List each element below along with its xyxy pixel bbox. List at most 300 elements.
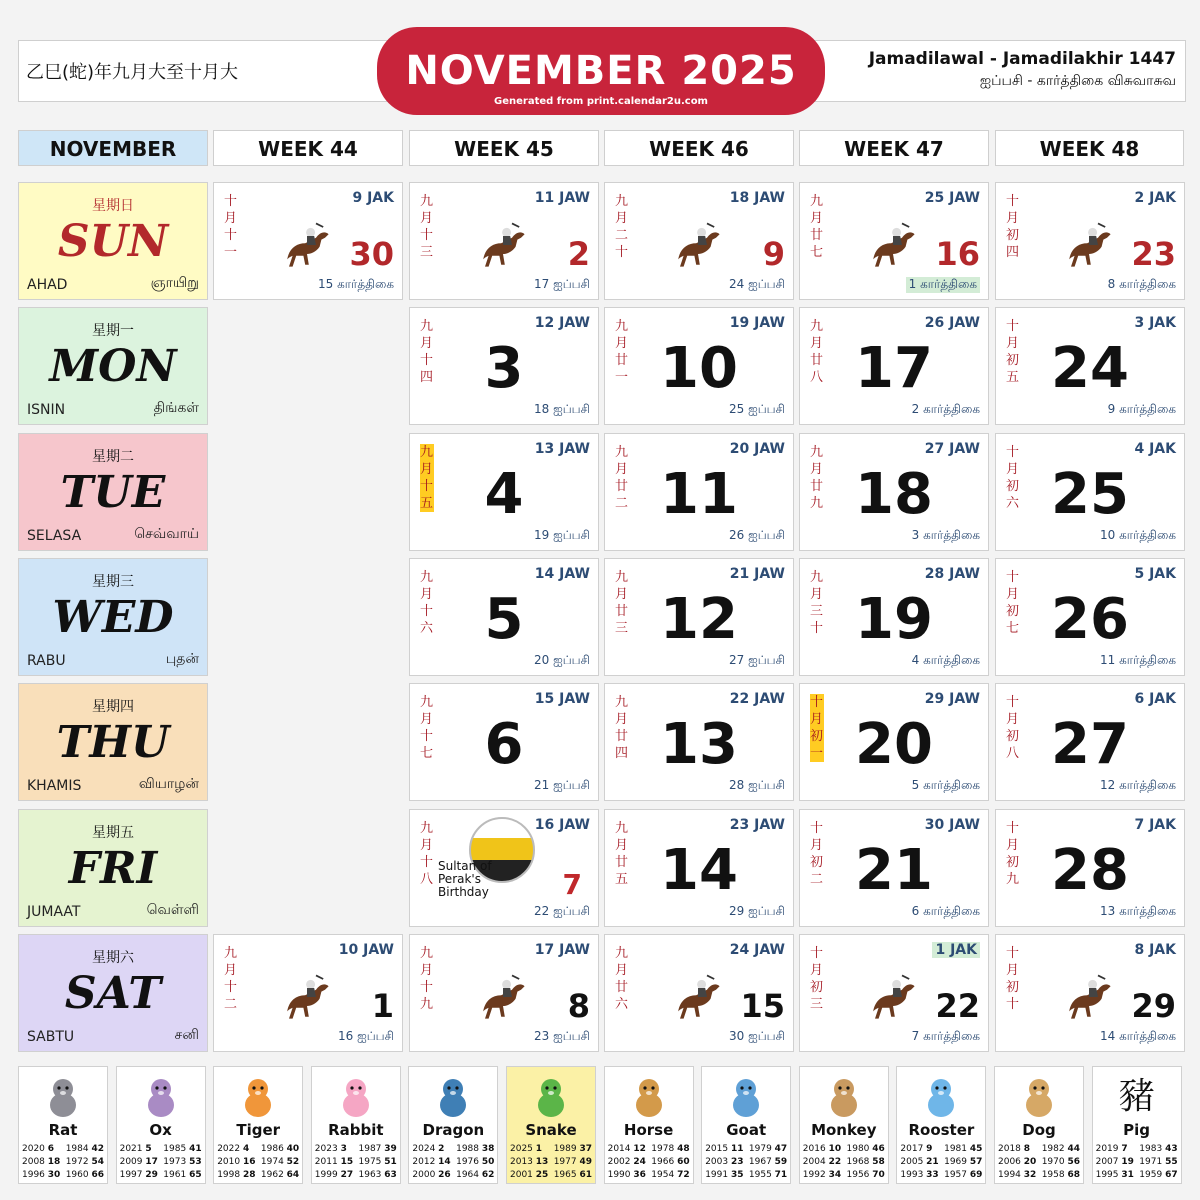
zodiac-year-pair: 1973 53: [163, 1157, 202, 1167]
zodiac-year-pair: 1991 35: [705, 1170, 744, 1180]
day-label-sun: [18, 182, 208, 300]
islamic-date: 17 JAW: [534, 941, 590, 958]
zodiac-year-pair: 1970 56: [1041, 1157, 1080, 1167]
date-cell-2[interactable]: [409, 182, 599, 300]
islamic-date: 18 JAW: [729, 190, 785, 206]
zodiac-year-pair: 2011 15: [314, 1157, 354, 1167]
month-title: NOVEMBER 2025: [405, 48, 797, 94]
date-number: 1: [371, 986, 394, 1025]
tamil-date: 2 கார்த்திகை: [911, 402, 980, 417]
date-cell-22[interactable]: [799, 934, 989, 1052]
zodiac-year-row: [1096, 1169, 1178, 1182]
lunar-date: 九月二十: [615, 194, 629, 260]
date-cell-18[interactable]: [799, 433, 989, 551]
islamic-date: 25 JAW: [924, 190, 980, 206]
islamic-date: 24 JAW: [729, 941, 785, 958]
tamil-date: 29 ஐப்பசி: [729, 903, 785, 918]
zodiac-year-pair: 1976 50: [456, 1157, 495, 1167]
zodiac-year-pair: 1998 28: [217, 1170, 256, 1180]
zodiac-year-pair: 1960 66: [65, 1170, 104, 1180]
zodiac-year-pair: 2009 17: [119, 1157, 158, 1167]
goat-icon: [726, 1073, 766, 1121]
zodiac-monkey: [799, 1066, 889, 1184]
dog-icon: [1019, 1073, 1059, 1121]
zodiac-snake: [506, 1066, 596, 1184]
islamic-date: 22 JAW: [729, 691, 785, 708]
zodiac-year-row: [315, 1169, 397, 1182]
lunar-date: 九月十九: [420, 945, 434, 1012]
tamil-date: 1 கார்த்திகை: [906, 277, 980, 293]
date-cell-19[interactable]: [799, 558, 989, 676]
zodiac-name: Horse: [623, 1121, 674, 1139]
zodiac-year-row: [1096, 1143, 1178, 1156]
week-header-48: WEEK 48: [995, 130, 1184, 166]
tamil-date: 11 கார்த்திகை: [1100, 652, 1176, 667]
islamic-date: 12 JAW: [534, 315, 590, 332]
zodiac-year-pair: 1993 33: [900, 1170, 939, 1180]
date-cell-11[interactable]: [604, 433, 794, 551]
zodiac-year-pair: 1971 55: [1139, 1157, 1178, 1167]
tamil-date: 17 ஐப்பசி: [534, 277, 590, 291]
date-cell-23[interactable]: [995, 182, 1185, 300]
dragon-icon: [433, 1073, 473, 1121]
zodiac-year-pair: 1972 54: [65, 1157, 104, 1167]
zodiac-year-pair: 1974 52: [260, 1157, 300, 1167]
day-label-sat: [18, 934, 208, 1052]
zodiac-years: [705, 1143, 787, 1182]
zodiac-years: [900, 1143, 982, 1182]
day-chinese-name: 星期三: [92, 573, 134, 590]
zodiac-name: Dog: [1022, 1121, 1056, 1139]
islamic-date: 14 JAW: [534, 565, 590, 582]
zodiac-year-pair: 2023 3: [314, 1144, 347, 1154]
lunar-date: 九月十四: [420, 319, 434, 386]
zodiac-year-pair: 2016 10: [802, 1144, 842, 1154]
zodiac-year-pair: 2006 20: [998, 1157, 1037, 1167]
lunar-date: 九月廿二: [615, 444, 629, 511]
day-tamil-name: திங்கள்: [153, 400, 199, 417]
zodiac-year-pair: 1964 62: [456, 1170, 495, 1180]
zodiac-year-pair: 1961 65: [163, 1170, 202, 1180]
date-number: 25: [1051, 461, 1129, 527]
zodiac-year-pair: 1957 69: [944, 1170, 983, 1180]
day-english-name: SUN: [57, 216, 169, 267]
date-number: 16: [935, 235, 980, 273]
day-tamil-name: வெள்ளி: [146, 901, 199, 918]
lunar-date: 九月廿四: [615, 695, 629, 762]
zodiac-year-row: [608, 1156, 690, 1169]
date-cell-13[interactable]: [604, 683, 794, 801]
date-cell-7[interactable]: [409, 809, 599, 927]
zodiac-name: Rabbit: [328, 1121, 384, 1139]
islamic-date: 1 JAK: [932, 942, 980, 958]
date-cell-15[interactable]: [604, 934, 794, 1052]
zodiac-year-row: [217, 1169, 299, 1182]
rabbit-icon: [336, 1073, 376, 1121]
lunar-date: 十月初五: [1006, 319, 1020, 386]
date-number: 14: [660, 837, 738, 903]
date-number: 6: [484, 712, 524, 778]
zodiac-year-pair: 1969 57: [944, 1157, 983, 1167]
tamil-date: 25 ஐப்பசி: [729, 402, 785, 417]
pig-icon: 豬: [1118, 1076, 1155, 1117]
islamic-date: 8 JAK: [1134, 941, 1176, 958]
tamil-date: 3 கார்த்திகை: [911, 527, 980, 542]
tamil-date: 24 ஐப்பசி: [729, 277, 785, 291]
tamil-date: 21 ஐப்பசி: [534, 778, 590, 793]
zodiac-year-pair: 1988 38: [456, 1144, 495, 1154]
day-chinese-name: 星期一: [92, 323, 134, 340]
day-english-name: FRI: [68, 842, 158, 894]
zodiac-year-pair: 1987 39: [358, 1144, 397, 1154]
zodiac-year-row: [510, 1156, 592, 1169]
zodiac-dog: [994, 1066, 1084, 1184]
day-english-name: SAT: [64, 967, 162, 1019]
tamil-date: 4 கார்த்திகை: [911, 652, 980, 667]
date-cell-24[interactable]: [995, 307, 1185, 425]
lunar-date: 九月廿六: [615, 945, 629, 1012]
date-number: 26: [1051, 586, 1129, 652]
zodiac-year-row: [705, 1143, 787, 1156]
date-number: 5: [484, 586, 524, 652]
islamic-date: 29 JAW: [924, 691, 980, 708]
chinese-year-label: 乙巳(蛇)年九月大至十月大: [26, 62, 239, 83]
date-number: 13: [660, 712, 738, 778]
day-label-tue: [18, 433, 208, 551]
zodiac-year-pair: 2019 7: [1095, 1144, 1128, 1154]
day-chinese-name: 星期六: [92, 949, 134, 966]
day-label-mon: [18, 307, 208, 425]
zodiac-name: Tiger: [236, 1121, 281, 1139]
islamic-date: 28 JAW: [924, 565, 980, 582]
date-cell-9[interactable]: [604, 182, 794, 300]
zodiac-year-row: [217, 1143, 299, 1156]
zodiac-year-pair: 1982 44: [1041, 1144, 1080, 1154]
zodiac-year-pair: 1978 48: [651, 1144, 690, 1154]
zodiac-year-row: [120, 1156, 202, 1169]
date-number: 20: [855, 712, 933, 778]
zodiac-name: Snake: [525, 1121, 577, 1139]
lunar-date: 十月初三: [810, 945, 824, 1012]
horse-racing-icon: [671, 971, 725, 1023]
day-chinese-name: 星期二: [92, 448, 134, 465]
lunar-date: 九月廿五: [615, 820, 629, 887]
lunar-date: 九月廿一: [615, 319, 629, 386]
tamil-date: 15 கார்த்திகை: [318, 277, 394, 291]
date-cell-4[interactable]: [409, 433, 599, 551]
tamil-date: 8 கார்த்திகை: [1107, 277, 1176, 291]
tamil-date: 10 கார்த்திகை: [1100, 527, 1176, 542]
zodiac-years: [22, 1143, 104, 1182]
date-cell-16[interactable]: [799, 182, 989, 300]
zodiac-year-pair: 1977 49: [553, 1157, 592, 1167]
zodiac-year-row: [803, 1169, 885, 1182]
lunar-date: 九月廿八: [810, 319, 824, 386]
zodiac-year-pair: 1975 51: [358, 1157, 397, 1167]
day-malay-name: KHAMIS: [27, 778, 82, 795]
month-title-banner: [377, 27, 825, 115]
date-number: 28: [1051, 837, 1129, 903]
date-cell-10[interactable]: [604, 307, 794, 425]
tamil-date: 19 ஐப்பசி: [534, 527, 590, 542]
date-number: 22: [935, 986, 980, 1025]
date-number: 23: [1131, 235, 1176, 273]
zodiac-year-row: [998, 1156, 1080, 1169]
zodiac-year-row: [900, 1143, 982, 1156]
zodiac-years: [510, 1143, 592, 1182]
zodiac-year-row: [315, 1156, 397, 1169]
day-english-name: MON: [49, 341, 177, 393]
horse-icon: [629, 1073, 669, 1121]
islamic-date: 6 JAK: [1134, 691, 1176, 708]
date-number: 3: [484, 336, 524, 402]
zodiac-year-row: [22, 1169, 104, 1182]
zodiac-years: [803, 1143, 885, 1182]
date-cell-28[interactable]: [995, 809, 1185, 927]
zodiac-rabbit: [311, 1066, 401, 1184]
day-tamil-name: புதன்: [165, 650, 199, 667]
zodiac-year-row: [608, 1143, 690, 1156]
horse-racing-icon: [1062, 219, 1116, 271]
zodiac-year-pair: 1997 29: [119, 1170, 158, 1180]
zodiac-year-pair: 1983 43: [1139, 1144, 1178, 1154]
day-malay-name: SELASA: [27, 527, 82, 544]
zodiac-years: [217, 1143, 299, 1182]
zodiac-name: Dragon: [422, 1121, 485, 1139]
zodiac-year-pair: 1955 71: [748, 1170, 788, 1180]
horse-racing-icon: [476, 971, 530, 1023]
zodiac-year-pair: 2022 4: [217, 1144, 250, 1154]
lunar-date: 十月十一: [224, 194, 238, 260]
zodiac-year-row: [1096, 1156, 1178, 1169]
zodiac-year-pair: 1985 41: [163, 1144, 202, 1154]
tamil-date: 12 கார்த்திகை: [1100, 778, 1176, 793]
zodiac-name: Rat: [48, 1121, 78, 1139]
date-number: 30: [349, 235, 394, 273]
zodiac-year-pair: 2025 1: [510, 1144, 543, 1154]
islamic-date: 21 JAW: [729, 565, 785, 582]
islamic-date: 10 JAW: [338, 941, 394, 958]
zodiac-year-pair: 2017 9: [900, 1144, 933, 1154]
date-cell-6[interactable]: [409, 683, 599, 801]
date-cell-29[interactable]: [995, 934, 1185, 1052]
lunar-date: 九月廿三: [615, 569, 629, 636]
islamic-date: 9 JAK: [352, 190, 394, 206]
zodiac-year-pair: 1966 60: [651, 1157, 690, 1167]
tamil-date: 22 ஐப்பசி: [534, 903, 590, 918]
zodiac-years: [412, 1143, 494, 1182]
islamic-date: 5 JAK: [1134, 565, 1176, 582]
lunar-date: 十月初四: [1006, 194, 1020, 260]
month-label-header: NOVEMBER: [18, 130, 208, 166]
zodiac-year-pair: 1980 46: [846, 1144, 885, 1154]
zodiac-year-pair: 2002 24: [607, 1157, 646, 1167]
lunar-date: 九月十五: [420, 444, 434, 511]
date-cell-17[interactable]: [799, 307, 989, 425]
generator-credit: Generated from print.calendar2u.com: [494, 96, 708, 107]
horse-racing-icon: [671, 219, 725, 271]
date-number: 10: [660, 336, 738, 402]
islamic-date: 3 JAK: [1134, 315, 1176, 332]
zodiac-year-pair: 2000 26: [412, 1170, 451, 1180]
zodiac-rooster: [896, 1066, 986, 1184]
lunar-date: 十月初九: [1006, 820, 1020, 887]
day-english-name: THU: [56, 717, 170, 769]
zodiac-year-pair: 1990 36: [607, 1170, 646, 1180]
zodiac-year-row: [705, 1156, 787, 1169]
zodiac-year-pair: 2008 18: [22, 1157, 61, 1167]
lunar-date: 十月初一: [810, 695, 824, 762]
zodiac-year-pair: 1958 68: [1041, 1170, 1080, 1180]
day-tamil-name: சனி: [174, 1026, 199, 1043]
date-cell-1[interactable]: [213, 934, 403, 1052]
date-cell-8[interactable]: [409, 934, 599, 1052]
islamic-date: 19 JAW: [729, 315, 785, 332]
zodiac-year-row: [998, 1143, 1080, 1156]
tamil-date: 20 ஐப்பசி: [534, 652, 590, 667]
day-chinese-name: 星期日: [92, 198, 134, 214]
date-cell-27[interactable]: [995, 683, 1185, 801]
zodiac-year-pair: 1986 40: [260, 1144, 300, 1154]
horse-racing-icon: [280, 971, 334, 1023]
date-cell-20[interactable]: [799, 683, 989, 801]
zodiac-year-row: [22, 1156, 104, 1169]
zodiac-year-pair: 1999 27: [314, 1170, 354, 1180]
zodiac-year-row: [22, 1143, 104, 1156]
zodiac-year-pair: 1959 67: [1139, 1170, 1178, 1180]
horse-racing-icon: [866, 971, 920, 1023]
islamic-date: 4 JAK: [1134, 440, 1176, 457]
zodiac-years: [608, 1143, 690, 1182]
islamic-date: 7 JAK: [1134, 816, 1176, 833]
zodiac-year-row: [608, 1169, 690, 1182]
zodiac-ox: [116, 1066, 206, 1184]
zodiac-year-row: [120, 1143, 202, 1156]
zodiac-year-row: [900, 1156, 982, 1169]
islamic-month-label: Jamadilawal - Jamadilakhir 1447: [868, 49, 1176, 69]
date-cell-30[interactable]: [213, 182, 403, 300]
zodiac-horse: [604, 1066, 694, 1184]
zodiac-year-pair: 2005 21: [900, 1157, 939, 1167]
day-malay-name: SABTU: [27, 1028, 75, 1045]
zodiac-year-pair: 1956 70: [846, 1170, 885, 1180]
zodiac-year-row: [412, 1169, 494, 1182]
zodiac-goat: [701, 1066, 791, 1184]
date-number: 9: [762, 235, 785, 273]
date-number: 8: [567, 986, 590, 1025]
date-number: 11: [660, 461, 738, 527]
zodiac-name: Pig: [1123, 1121, 1151, 1139]
day-malay-name: AHAD: [27, 277, 68, 293]
date-number: 21: [855, 837, 933, 903]
islamic-date: 23 JAW: [729, 816, 785, 833]
zodiac-year-pair: 1965 61: [553, 1170, 592, 1180]
date-cell-25[interactable]: [995, 433, 1185, 551]
day-chinese-name: 星期四: [92, 699, 134, 716]
rat-icon: [43, 1073, 83, 1121]
islamic-date: 26 JAW: [924, 315, 980, 332]
zodiac-year-row: [315, 1143, 397, 1156]
tamil-month-label: ஐப்பசி - கார்த்திகை விசுவாசுவ: [979, 73, 1176, 89]
islamic-date: 2 JAK: [1134, 190, 1176, 206]
zodiac-year-pair: 2012 14: [412, 1157, 451, 1167]
islamic-date: 15 JAW: [534, 691, 590, 708]
zodiac-year-row: [412, 1156, 494, 1169]
lunar-date: 十月初二: [810, 820, 824, 887]
lunar-date: 十月初六: [1006, 444, 1020, 511]
date-cell-14[interactable]: [604, 809, 794, 927]
zodiac-year-row: [998, 1169, 1080, 1182]
zodiac-year-pair: 2020 6: [22, 1144, 55, 1154]
day-english-name: WED: [52, 591, 174, 643]
lunar-date: 九月十六: [420, 569, 434, 636]
date-number: 17: [855, 336, 933, 402]
tamil-date: 23 ஐப்பசி: [534, 1028, 590, 1043]
islamic-date: 30 JAW: [924, 816, 980, 833]
date-number: 15: [740, 986, 785, 1025]
day-english-name: TUE: [60, 466, 166, 518]
zodiac-years: [1096, 1143, 1178, 1182]
zodiac-year-pair: 2003 23: [705, 1157, 744, 1167]
tamil-date: 9 கார்த்திகை: [1107, 402, 1176, 417]
zodiac-year-pair: 2013 13: [510, 1157, 549, 1167]
zodiac-year-pair: 1962 64: [260, 1170, 300, 1180]
rooster-icon: [921, 1073, 961, 1121]
tamil-date: 6 கார்த்திகை: [911, 903, 980, 918]
zodiac-year-pair: 1968 58: [846, 1157, 885, 1167]
date-number: 29: [1131, 986, 1176, 1025]
zodiac-year-pair: 2024 2: [412, 1144, 445, 1154]
date-cell-5[interactable]: [409, 558, 599, 676]
date-cell-26[interactable]: [995, 558, 1185, 676]
week-header-46: WEEK 46: [604, 130, 794, 166]
zodiac-rat: [18, 1066, 108, 1184]
tamil-date: 16 ஐப்பசி: [338, 1028, 394, 1043]
zodiac-year-row: [803, 1143, 885, 1156]
day-malay-name: JUMAAT: [27, 903, 81, 920]
islamic-date: 11 JAW: [534, 190, 590, 206]
lunar-date: 九月十三: [420, 194, 434, 260]
day-label-wed: [18, 558, 208, 676]
zodiac-year-row: [510, 1143, 592, 1156]
tamil-date: 13 கார்த்திகை: [1100, 903, 1176, 918]
tamil-date: 5 கார்த்திகை: [911, 778, 980, 793]
date-cell-21[interactable]: [799, 809, 989, 927]
zodiac-tiger: [213, 1066, 303, 1184]
lunar-date: 九月十二: [224, 945, 238, 1012]
holiday-name: Sultan of Perak's Birthday: [438, 858, 492, 899]
islamic-date: 13 JAW: [534, 440, 590, 457]
lunar-date: 九月廿七: [810, 194, 824, 260]
zodiac-year-row: [803, 1156, 885, 1169]
zodiac-name: Rooster: [908, 1121, 975, 1139]
islamic-date: 27 JAW: [924, 440, 980, 457]
zodiac-years: [120, 1143, 202, 1182]
zodiac-year-pair: 1994 32: [998, 1170, 1037, 1180]
zodiac-name: Monkey: [811, 1121, 877, 1139]
week-header-44: WEEK 44: [213, 130, 403, 166]
zodiac-year-pair: 1984 42: [65, 1144, 104, 1154]
zodiac-dragon: [408, 1066, 498, 1184]
week-header-45: WEEK 45: [409, 130, 599, 166]
snake-icon: [531, 1073, 571, 1121]
date-cell-3[interactable]: [409, 307, 599, 425]
date-cell-12[interactable]: [604, 558, 794, 676]
zodiac-year-pair: 1996 30: [22, 1170, 61, 1180]
zodiac-year-row: [412, 1143, 494, 1156]
zodiac-pig: [1092, 1066, 1182, 1184]
zodiac-year-pair: 2001 25: [510, 1170, 549, 1180]
